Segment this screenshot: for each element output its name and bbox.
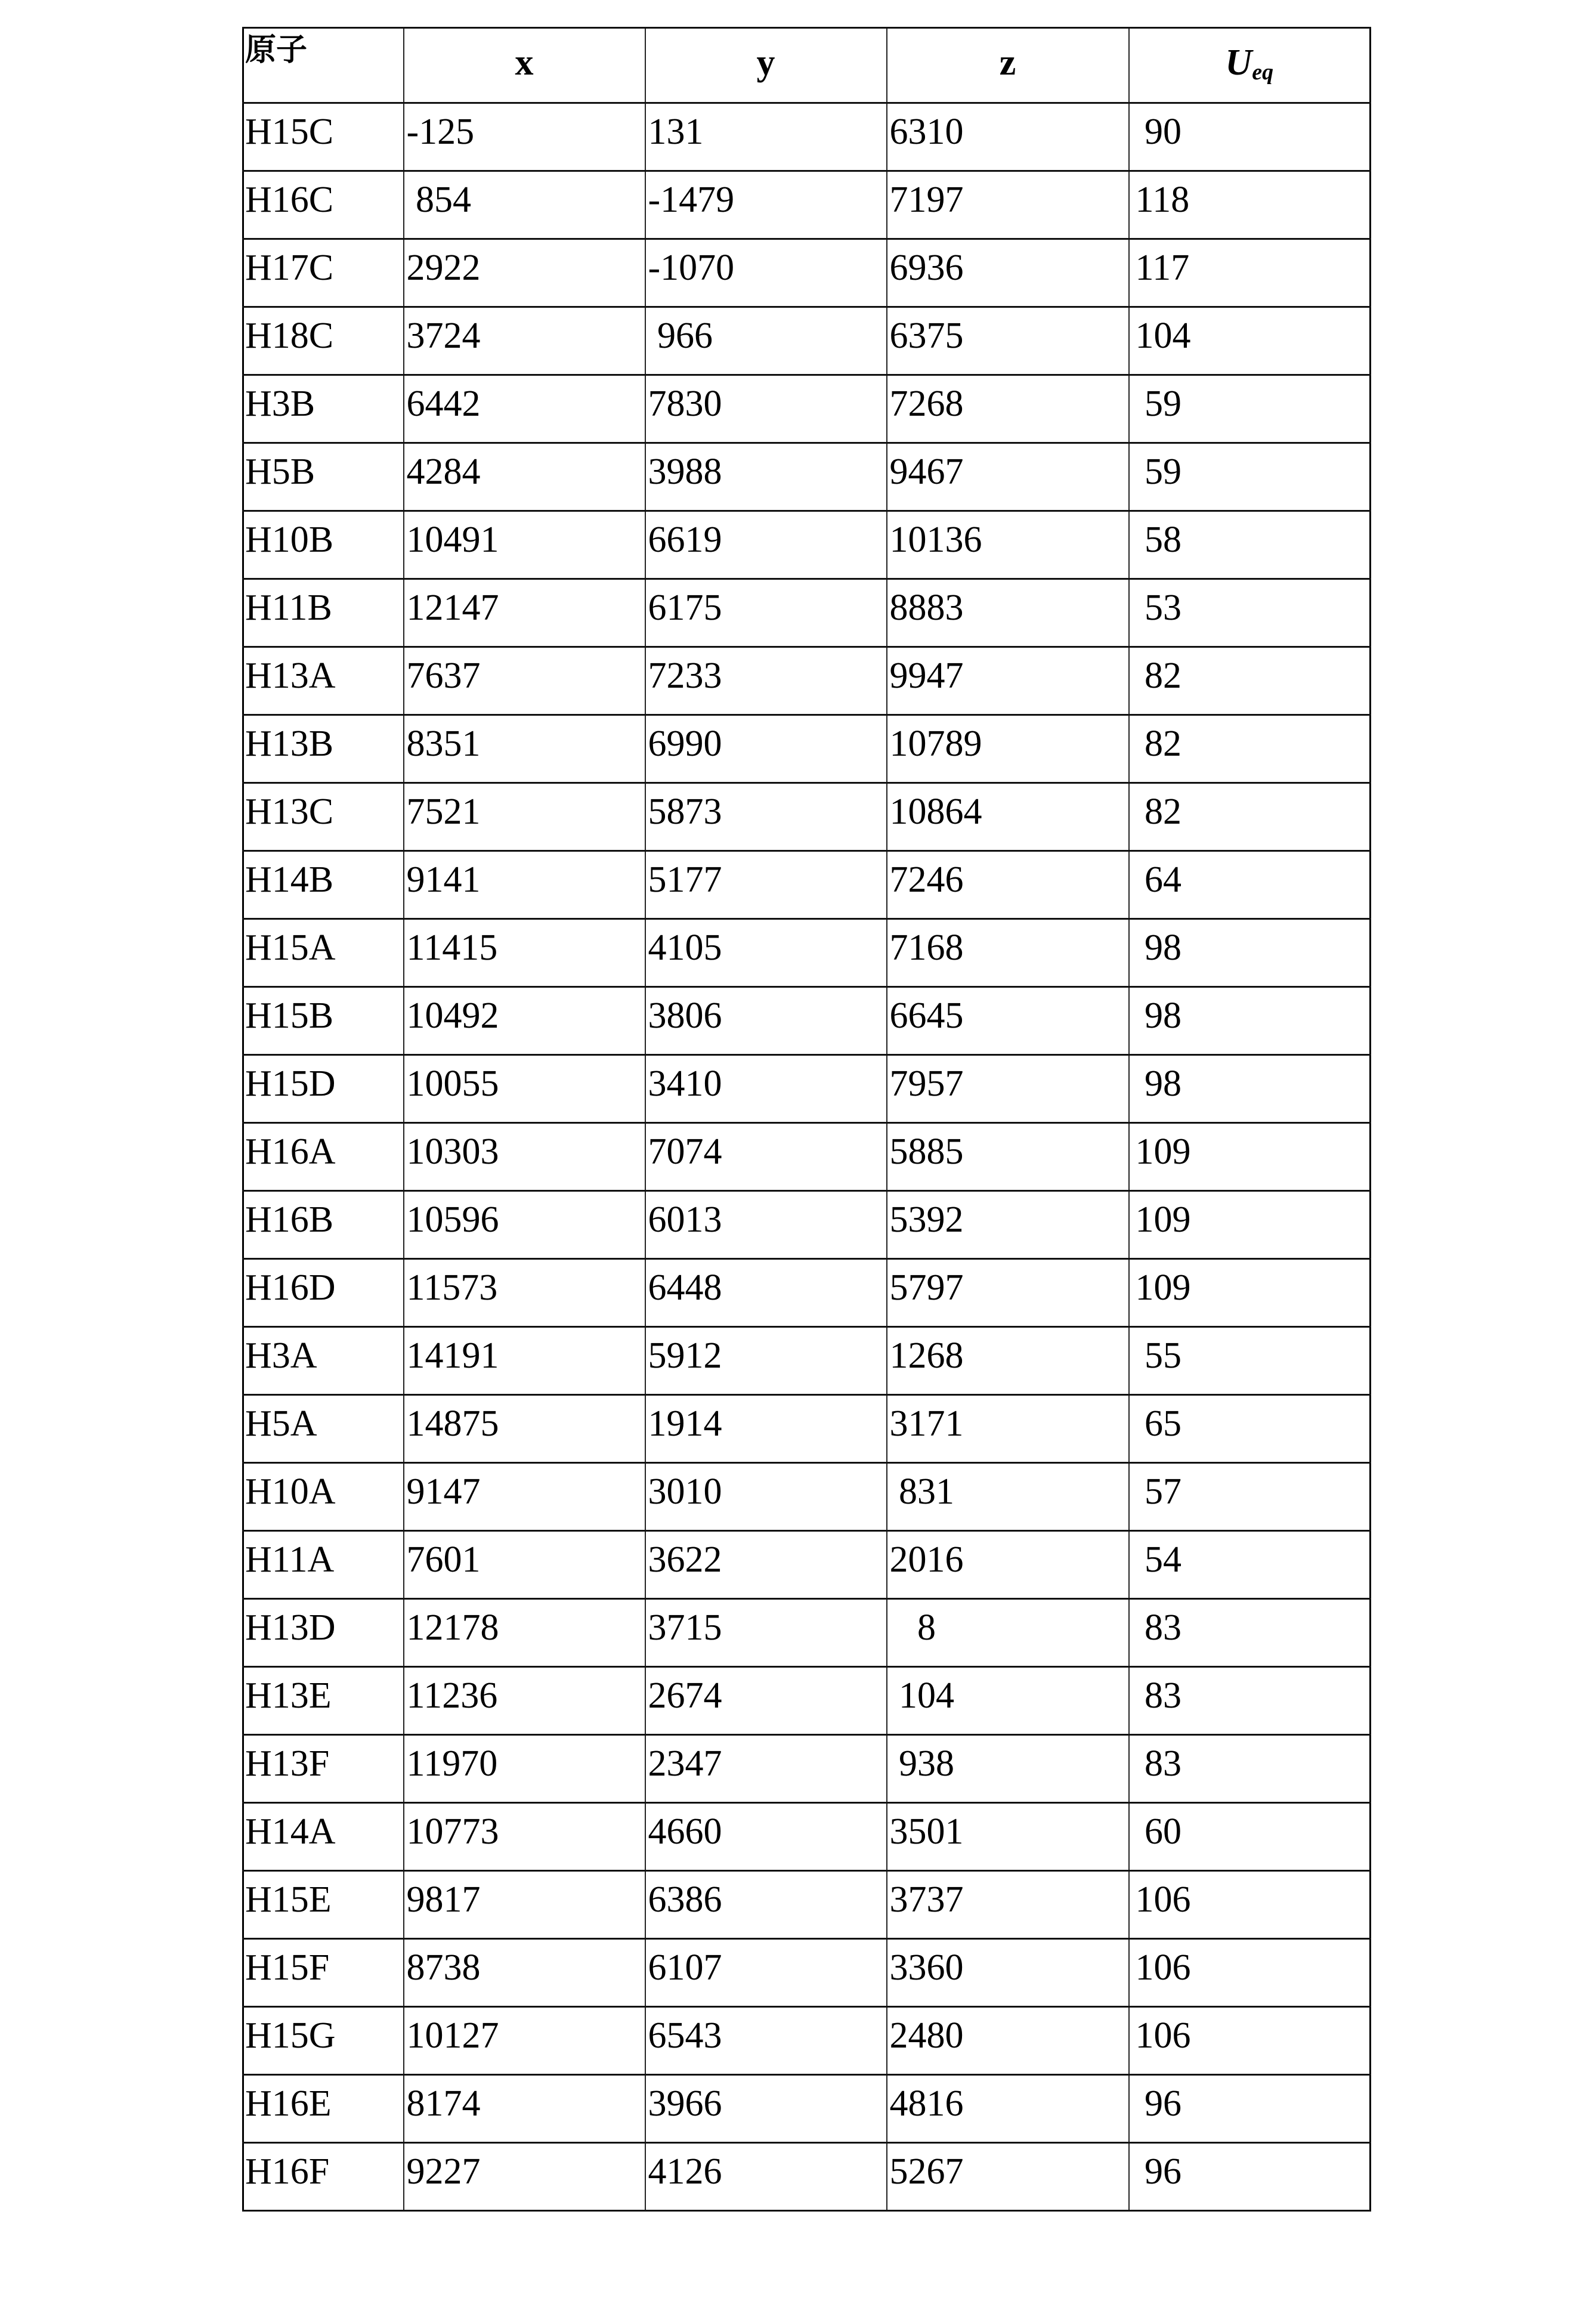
cell-z: 9467 bbox=[887, 443, 1129, 511]
cell-y: 3715 bbox=[645, 1599, 887, 1667]
cell-x: 11573 bbox=[404, 1259, 645, 1327]
cell-x: 9147 bbox=[404, 1463, 645, 1531]
cell-z: 6645 bbox=[887, 987, 1129, 1055]
cell-atom: H10A bbox=[243, 1463, 404, 1531]
cell-atom: H16D bbox=[243, 1259, 404, 1327]
cell-atom: H3A bbox=[243, 1327, 404, 1395]
cell-z: 9947 bbox=[887, 647, 1129, 715]
cell-z: 2480 bbox=[887, 2007, 1129, 2075]
table-row bbox=[243, 1327, 1371, 1395]
table-body bbox=[243, 103, 1371, 2211]
cell-z: 4816 bbox=[887, 2075, 1129, 2143]
cell-z: 6375 bbox=[887, 307, 1129, 375]
cell-z: 5885 bbox=[887, 1123, 1129, 1191]
table-row bbox=[243, 1395, 1371, 1463]
cell-atom: H16A bbox=[243, 1123, 404, 1191]
cell-ueq: 106 bbox=[1129, 1939, 1371, 2007]
cell-atom: H17C bbox=[243, 239, 404, 307]
cell-ueq: 54 bbox=[1129, 1531, 1371, 1599]
header-ueq-sub: eq bbox=[1252, 60, 1274, 85]
cell-ueq: 83 bbox=[1129, 1599, 1371, 1667]
cell-ueq: 59 bbox=[1129, 375, 1371, 443]
cell-atom: H3B bbox=[243, 375, 404, 443]
cell-y: 5912 bbox=[645, 1327, 887, 1395]
table-row bbox=[243, 1055, 1371, 1123]
cell-atom: H15F bbox=[243, 1939, 404, 2007]
cell-y: 4126 bbox=[645, 2143, 887, 2211]
cell-y: 3988 bbox=[645, 443, 887, 511]
cell-atom: H13F bbox=[243, 1735, 404, 1803]
cell-x: 10491 bbox=[404, 511, 645, 579]
cell-y: 1914 bbox=[645, 1395, 887, 1463]
cell-x: 854 bbox=[404, 171, 645, 239]
cell-y: 7830 bbox=[645, 375, 887, 443]
cell-x: 10492 bbox=[404, 987, 645, 1055]
table-row bbox=[243, 1531, 1371, 1599]
cell-atom: H13E bbox=[243, 1667, 404, 1735]
cell-ueq: 109 bbox=[1129, 1123, 1371, 1191]
table-header bbox=[243, 28, 1371, 103]
cell-ueq: 118 bbox=[1129, 171, 1371, 239]
table-row bbox=[243, 783, 1371, 851]
cell-y: 7233 bbox=[645, 647, 887, 715]
header-z: z bbox=[887, 28, 1129, 103]
cell-z: 6310 bbox=[887, 103, 1129, 171]
cell-atom: H15G bbox=[243, 2007, 404, 2075]
cell-x: 14191 bbox=[404, 1327, 645, 1395]
table-row bbox=[243, 1939, 1371, 2007]
cell-ueq: 53 bbox=[1129, 579, 1371, 647]
header-y: y bbox=[645, 28, 887, 103]
table-row bbox=[243, 1259, 1371, 1327]
cell-y: 966 bbox=[645, 307, 887, 375]
cell-atom: H15A bbox=[243, 919, 404, 987]
cell-x: 10773 bbox=[404, 1803, 645, 1871]
cell-z: 7957 bbox=[887, 1055, 1129, 1123]
table-row bbox=[243, 579, 1371, 647]
table-row bbox=[243, 1463, 1371, 1531]
cell-x: 10127 bbox=[404, 2007, 645, 2075]
cell-y: 2674 bbox=[645, 1667, 887, 1735]
table-row bbox=[243, 1803, 1371, 1871]
table-row bbox=[243, 511, 1371, 579]
cell-atom: H16C bbox=[243, 171, 404, 239]
cell-ueq: 83 bbox=[1129, 1667, 1371, 1735]
cell-z: 7197 bbox=[887, 171, 1129, 239]
table-row bbox=[243, 1667, 1371, 1735]
cell-x: 9141 bbox=[404, 851, 645, 919]
cell-y: 4105 bbox=[645, 919, 887, 987]
cell-z: 7268 bbox=[887, 375, 1129, 443]
cell-atom: H5A bbox=[243, 1395, 404, 1463]
header-atom: 原子 bbox=[243, 28, 404, 103]
cell-y: 6013 bbox=[645, 1191, 887, 1259]
table-row bbox=[243, 715, 1371, 783]
cell-ueq: 96 bbox=[1129, 2075, 1371, 2143]
table-row bbox=[243, 1735, 1371, 1803]
table-row bbox=[243, 239, 1371, 307]
cell-ueq: 117 bbox=[1129, 239, 1371, 307]
cell-ueq: 106 bbox=[1129, 2007, 1371, 2075]
cell-x: 10055 bbox=[404, 1055, 645, 1123]
cell-atom: H15D bbox=[243, 1055, 404, 1123]
table-row bbox=[243, 919, 1371, 987]
cell-ueq: 83 bbox=[1129, 1735, 1371, 1803]
cell-atom: H15E bbox=[243, 1871, 404, 1939]
table-row bbox=[243, 1599, 1371, 1667]
cell-atom: H13D bbox=[243, 1599, 404, 1667]
cell-z: 8883 bbox=[887, 579, 1129, 647]
header-ueq-main: U bbox=[1225, 42, 1252, 83]
cell-x: 12147 bbox=[404, 579, 645, 647]
cell-x: 12178 bbox=[404, 1599, 645, 1667]
cell-z: 938 bbox=[887, 1735, 1129, 1803]
cell-x: 10303 bbox=[404, 1123, 645, 1191]
cell-x: 9227 bbox=[404, 2143, 645, 2211]
cell-ueq: 98 bbox=[1129, 1055, 1371, 1123]
cell-z: 10789 bbox=[887, 715, 1129, 783]
cell-z: 2016 bbox=[887, 1531, 1129, 1599]
cell-atom: H15B bbox=[243, 987, 404, 1055]
cell-z: 3171 bbox=[887, 1395, 1129, 1463]
table-row bbox=[243, 2075, 1371, 2143]
cell-x: 7521 bbox=[404, 783, 645, 851]
cell-y: 5177 bbox=[645, 851, 887, 919]
cell-atom: H13C bbox=[243, 783, 404, 851]
cell-ueq: 98 bbox=[1129, 987, 1371, 1055]
cell-ueq: 55 bbox=[1129, 1327, 1371, 1395]
cell-x: 7601 bbox=[404, 1531, 645, 1599]
cell-z: 6936 bbox=[887, 239, 1129, 307]
cell-atom: H14A bbox=[243, 1803, 404, 1871]
cell-x: 11236 bbox=[404, 1667, 645, 1735]
cell-y: 3966 bbox=[645, 2075, 887, 2143]
cell-atom: H10B bbox=[243, 511, 404, 579]
cell-atom: H15C bbox=[243, 103, 404, 171]
cell-atom: H11B bbox=[243, 579, 404, 647]
cell-atom: H13A bbox=[243, 647, 404, 715]
cell-ueq: 82 bbox=[1129, 647, 1371, 715]
cell-x: 11415 bbox=[404, 919, 645, 987]
cell-z: 7246 bbox=[887, 851, 1129, 919]
cell-x: 4284 bbox=[404, 443, 645, 511]
cell-z: 3501 bbox=[887, 1803, 1129, 1871]
cell-x: 10596 bbox=[404, 1191, 645, 1259]
cell-ueq: 58 bbox=[1129, 511, 1371, 579]
cell-y: 6990 bbox=[645, 715, 887, 783]
cell-z: 10136 bbox=[887, 511, 1129, 579]
cell-z: 1268 bbox=[887, 1327, 1129, 1395]
cell-z: 8 bbox=[887, 1599, 1129, 1667]
cell-x: 8351 bbox=[404, 715, 645, 783]
cell-ueq: 90 bbox=[1129, 103, 1371, 171]
cell-ueq: 82 bbox=[1129, 783, 1371, 851]
cell-y: 3806 bbox=[645, 987, 887, 1055]
cell-x: 2922 bbox=[404, 239, 645, 307]
cell-ueq: 60 bbox=[1129, 1803, 1371, 1871]
cell-y: 3010 bbox=[645, 1463, 887, 1531]
cell-y: 6543 bbox=[645, 2007, 887, 2075]
cell-y: 3410 bbox=[645, 1055, 887, 1123]
table-row bbox=[243, 987, 1371, 1055]
cell-atom: H5B bbox=[243, 443, 404, 511]
cell-ueq: 59 bbox=[1129, 443, 1371, 511]
cell-y: 5873 bbox=[645, 783, 887, 851]
cell-x: 7637 bbox=[404, 647, 645, 715]
table-row bbox=[243, 375, 1371, 443]
cell-y: 3622 bbox=[645, 1531, 887, 1599]
table-row bbox=[243, 307, 1371, 375]
table-row bbox=[243, 851, 1371, 919]
cell-ueq: 96 bbox=[1129, 2143, 1371, 2211]
cell-ueq: 98 bbox=[1129, 919, 1371, 987]
cell-ueq: 104 bbox=[1129, 307, 1371, 375]
cell-y: 131 bbox=[645, 103, 887, 171]
table-row bbox=[243, 103, 1371, 171]
cell-x: 8738 bbox=[404, 1939, 645, 2007]
cell-atom: H18C bbox=[243, 307, 404, 375]
cell-y: 6386 bbox=[645, 1871, 887, 1939]
cell-y: 6107 bbox=[645, 1939, 887, 2007]
cell-atom: H14B bbox=[243, 851, 404, 919]
cell-y: -1479 bbox=[645, 171, 887, 239]
atomic-coordinates-table bbox=[242, 27, 1371, 2212]
cell-y: 2347 bbox=[645, 1735, 887, 1803]
cell-ueq: 109 bbox=[1129, 1259, 1371, 1327]
cell-z: 7168 bbox=[887, 919, 1129, 987]
cell-ueq: 65 bbox=[1129, 1395, 1371, 1463]
cell-y: 7074 bbox=[645, 1123, 887, 1191]
cell-atom: H11A bbox=[243, 1531, 404, 1599]
cell-ueq: 82 bbox=[1129, 715, 1371, 783]
table-row bbox=[243, 1871, 1371, 1939]
cell-x: 6442 bbox=[404, 375, 645, 443]
cell-z: 104 bbox=[887, 1667, 1129, 1735]
cell-x: 14875 bbox=[404, 1395, 645, 1463]
cell-atom: H16B bbox=[243, 1191, 404, 1259]
header-x: x bbox=[404, 28, 645, 103]
cell-ueq: 106 bbox=[1129, 1871, 1371, 1939]
cell-y: -1070 bbox=[645, 239, 887, 307]
cell-z: 5392 bbox=[887, 1191, 1129, 1259]
table-row bbox=[243, 1191, 1371, 1259]
cell-atom: H16E bbox=[243, 2075, 404, 2143]
cell-z: 5797 bbox=[887, 1259, 1129, 1327]
table-row bbox=[243, 647, 1371, 715]
cell-atom: H16F bbox=[243, 2143, 404, 2211]
table-row bbox=[243, 2143, 1371, 2211]
cell-x: -125 bbox=[404, 103, 645, 171]
header-ueq bbox=[1129, 28, 1371, 103]
table-row bbox=[243, 2007, 1371, 2075]
cell-x: 8174 bbox=[404, 2075, 645, 2143]
cell-x: 9817 bbox=[404, 1871, 645, 1939]
cell-z: 3360 bbox=[887, 1939, 1129, 2007]
cell-z: 3737 bbox=[887, 1871, 1129, 1939]
cell-x: 3724 bbox=[404, 307, 645, 375]
cell-y: 4660 bbox=[645, 1803, 887, 1871]
table-row bbox=[243, 171, 1371, 239]
cell-ueq: 57 bbox=[1129, 1463, 1371, 1531]
cell-x: 11970 bbox=[404, 1735, 645, 1803]
cell-z: 5267 bbox=[887, 2143, 1129, 2211]
cell-z: 10864 bbox=[887, 783, 1129, 851]
table-row bbox=[243, 1123, 1371, 1191]
table-row bbox=[243, 443, 1371, 511]
cell-z: 831 bbox=[887, 1463, 1129, 1531]
cell-atom: H13B bbox=[243, 715, 404, 783]
cell-y: 6448 bbox=[645, 1259, 887, 1327]
cell-y: 6175 bbox=[645, 579, 887, 647]
cell-ueq: 109 bbox=[1129, 1191, 1371, 1259]
header-row bbox=[243, 28, 1371, 103]
cell-ueq: 64 bbox=[1129, 851, 1371, 919]
cell-y: 6619 bbox=[645, 511, 887, 579]
